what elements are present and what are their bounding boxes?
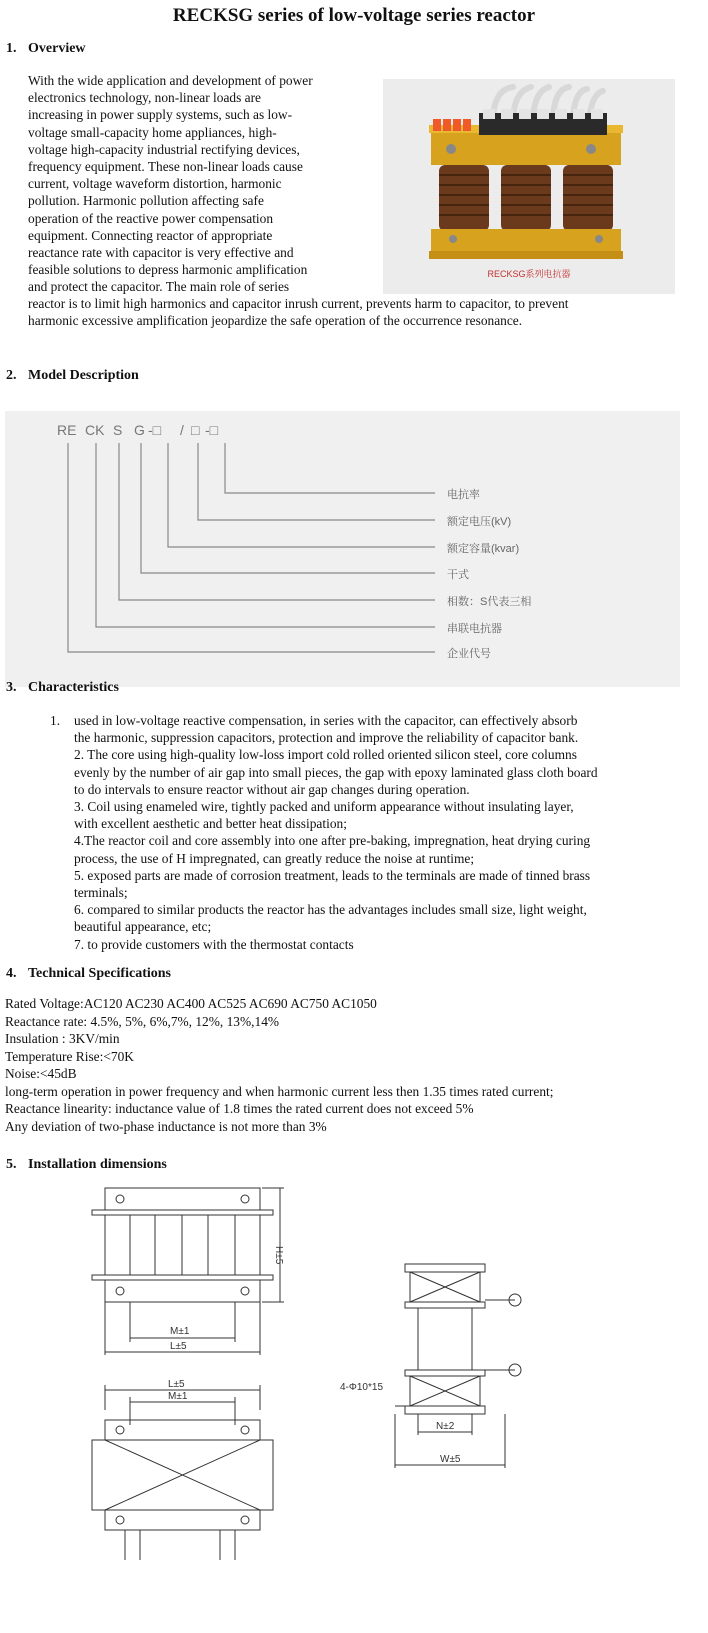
spec-line: Any deviation of two-phase inductance is not more than 3% xyxy=(5,1118,327,1134)
list-item: used in low-voltage reactive compensation, in series with the capacitor, can effectively absorb xyxy=(74,713,578,728)
list-marker: 1. xyxy=(50,713,61,728)
paragraph-line: With the wide application and development of power xyxy=(28,73,313,88)
section-title: Model Description xyxy=(28,368,139,383)
overview-paragraph xyxy=(28,72,378,296)
list-item: beautiful appearance, etc; xyxy=(74,919,212,935)
spec-line: Reactance rate: 4.5%, 5%, 6%,7%, 12%, 13%,14% xyxy=(5,1013,280,1029)
list-item: evenly by the number of air gap into small pieces, the gap with epoxy laminated glass cloth board xyxy=(74,764,598,780)
paragraph-line: current, voltage waveform distortion, harmonic xyxy=(28,176,282,192)
section-heading-specifications xyxy=(6,966,171,982)
list-item: 7. to provide customers with the thermostat contacts xyxy=(74,936,354,952)
section-heading-overview xyxy=(6,41,86,57)
list-item: the harmonic, suppression capacitors, protection and improve the reliability of capacitor bank. xyxy=(74,730,579,746)
dim-l-top-label: L±5 xyxy=(168,1379,185,1390)
section-number: 1. xyxy=(6,41,17,56)
section-heading-installation xyxy=(6,1157,167,1173)
list-item: process, the use of H impregnated, can greatly reduce the noise at runtime; xyxy=(74,850,475,866)
model-code-re: RE xyxy=(57,422,77,438)
model-code-ck: CK xyxy=(85,422,105,438)
spec-line: Temperature Rise:<70K xyxy=(5,1048,134,1064)
model-code-voltage: □ xyxy=(191,422,200,438)
model-code-rate: -□ xyxy=(205,422,219,438)
list-item: terminals; xyxy=(74,885,128,900)
dim-l-label: L±5 xyxy=(170,1341,187,1352)
photo-caption: RECKSG系列电抗器 xyxy=(487,269,571,279)
model-label-company-code: 企业代号 xyxy=(447,648,491,660)
paragraph-line: increasing in power supply systems, such as low- xyxy=(28,107,293,123)
section-title: Installation dimensions xyxy=(28,1157,167,1172)
list-item: 4.The reactor coil and core assembly into one after pre-baking, impregnation, heat drying curing xyxy=(74,833,591,849)
dim-height-label: H±5 xyxy=(273,1246,284,1265)
reactor-photo-illustration xyxy=(383,79,675,294)
dim-m-label: M±1 xyxy=(170,1326,190,1337)
section-heading-model xyxy=(6,368,139,384)
model-description-diagram xyxy=(5,411,680,687)
paragraph-line: voltage small-capacity home appliances, high- xyxy=(28,124,277,140)
paragraph-line: frequency equipment. These non-linear loads cause xyxy=(28,159,303,175)
dim-m-top-label: M±1 xyxy=(168,1391,188,1402)
model-label-series-reactor: 串联电抗器 xyxy=(447,623,502,635)
dim-hole-label: 4-Φ10*15 xyxy=(340,1382,384,1393)
overview-paragraph-continued xyxy=(28,295,708,329)
paragraph-line: harmonic excessive amplification jeopardize the safe operation of the occurrence resonance. xyxy=(28,313,523,329)
page-title: RECKSG series of low-voltage series reactor xyxy=(172,5,536,26)
section-title: Technical Specifications xyxy=(28,966,171,981)
section-number: 3. xyxy=(6,680,17,695)
paragraph-line: and protect the capacitor. The main role of series xyxy=(28,279,290,295)
model-label-reactance-rate: 电抗率 xyxy=(447,489,480,501)
model-code-slash: / xyxy=(180,422,184,438)
spec-line: long-term operation in power frequency and when harmonic current less then 1.35 times rated current; xyxy=(5,1083,554,1099)
list-item: 5. exposed parts are made of corrosion treatment, leads to the terminals are made of tinned brass xyxy=(74,867,591,883)
spec-line: Noise:<45dB xyxy=(5,1066,77,1081)
dim-n-label: N±2 xyxy=(436,1421,455,1432)
model-label-dry-type: 干式 xyxy=(447,569,469,581)
section-title: Characteristics xyxy=(28,680,119,695)
model-code-capacity: -□ xyxy=(148,422,162,438)
model-code-s: S xyxy=(113,422,123,438)
paragraph-line: electronics technology, non-linear loads are xyxy=(28,90,262,106)
list-item: 3. Coil using enameled wire, tightly packed and uniform appearance without insulating layer, xyxy=(74,799,574,814)
model-label-rated-voltage: 额定电压(kV) xyxy=(447,516,512,528)
list-item: 2. The core using high-quality low-loss import cold rolled oriented silicon steel, core columns xyxy=(74,747,577,763)
section-number: 2. xyxy=(6,368,17,383)
paragraph-line: feasible solutions to depress harmonic amplification xyxy=(28,262,308,278)
spec-line: Rated Voltage:AC120 AC230 AC400 AC525 AC690 AC750 AC1050 xyxy=(5,996,377,1011)
list-item: 6. compared to similar products the reactor has the advantages includes small size, light weight, xyxy=(74,902,587,918)
section-number: 4. xyxy=(6,966,17,981)
section-title: Overview xyxy=(28,41,86,56)
spec-line: Reactance linearity: inductance value of 1.8 times the rated current does not exceed 5% xyxy=(5,1101,474,1116)
model-label-phases: 相数：S代表三相 xyxy=(447,596,532,608)
paragraph-line: reactance rate with capacitor is very effective and xyxy=(28,245,294,261)
list-item: with excellent aesthetic and better heat dissipation; xyxy=(74,816,347,832)
dim-w-label: W±5 xyxy=(440,1454,461,1465)
installation-dimension-drawing xyxy=(0,1180,708,1633)
spec-line: Insulation : 3KV/min xyxy=(5,1031,120,1046)
paragraph-line: equipment. Connecting reactor of appropriate xyxy=(28,227,273,243)
section-number: 5. xyxy=(6,1157,17,1172)
list-item: to do intervals to ensure reactor without air gap changes during operation. xyxy=(74,781,470,797)
paragraph-line: voltage high-capacity industrial rectifying devices, xyxy=(28,141,300,157)
paragraph-line: pollution. Harmonic pollution affecting safe xyxy=(28,193,264,209)
reactor-photo xyxy=(383,79,675,294)
paragraph-line: reactor is to limit high harmonics and capacitor inrush current, prevents harm to capacitor, to prevent xyxy=(28,296,569,311)
model-label-rated-capacity: 额定容量(kvar) xyxy=(447,543,520,555)
section-heading-characteristics xyxy=(6,680,119,696)
paragraph-line: operation of the reactive power compensation xyxy=(28,210,274,226)
model-code-g: G xyxy=(134,422,145,438)
